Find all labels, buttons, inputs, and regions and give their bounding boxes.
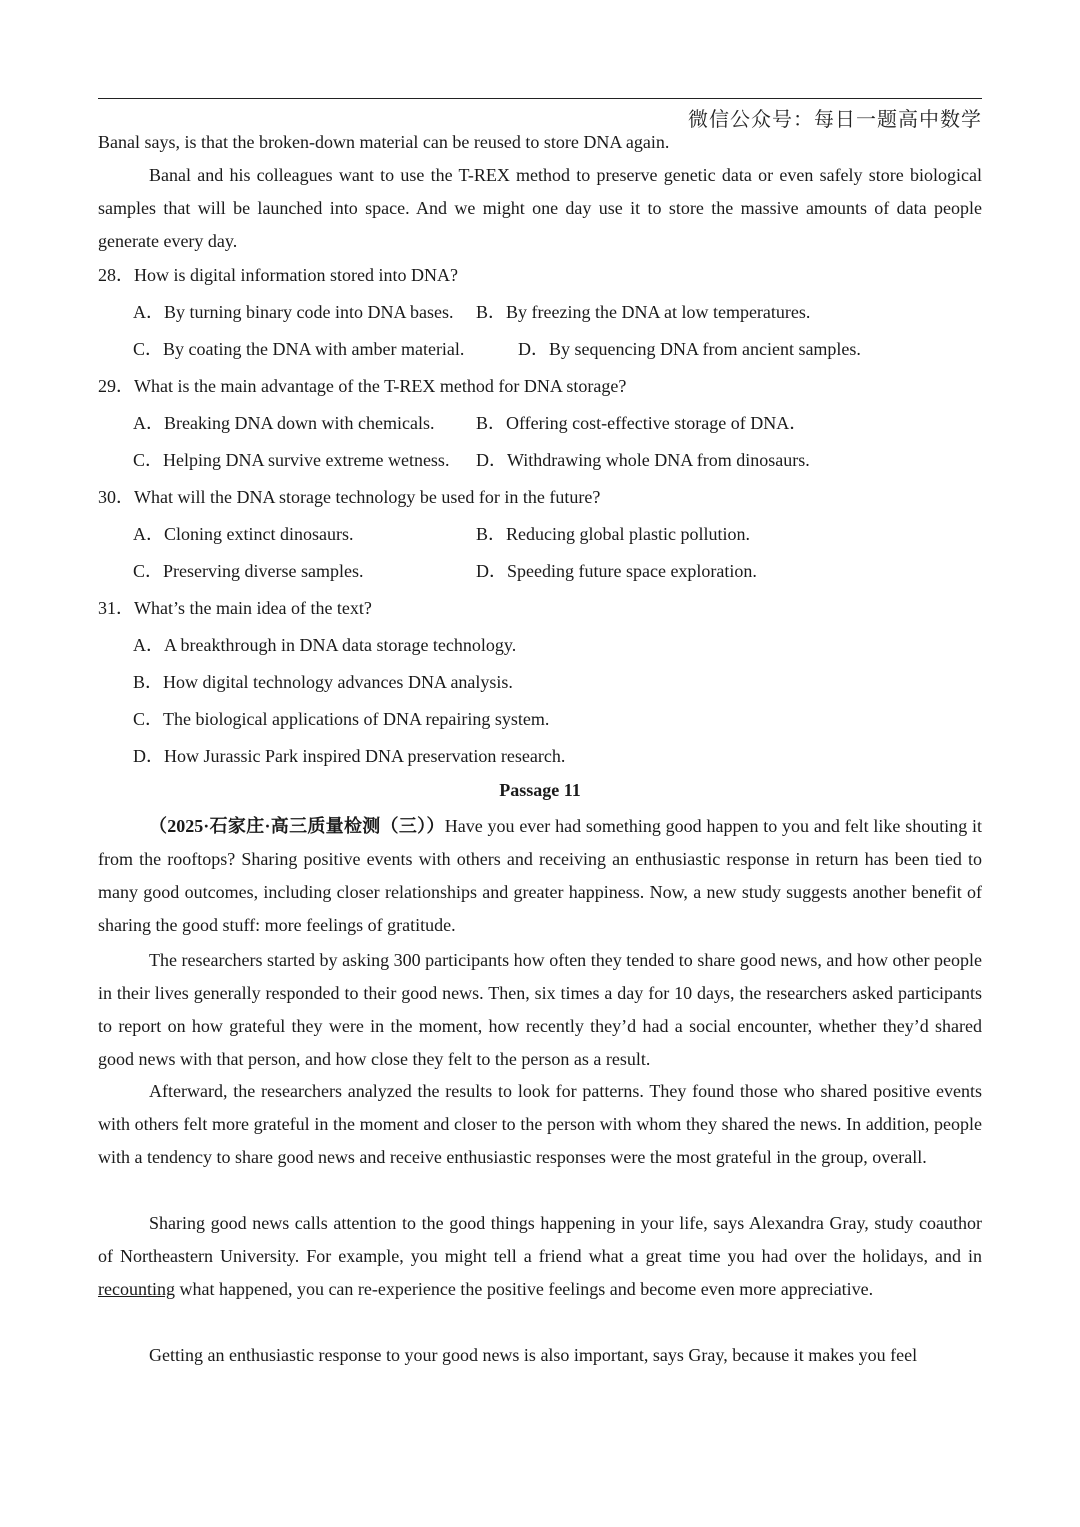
question-30-stem: 30．What will the DNA storage technology be used for in the future? <box>98 487 601 507</box>
question-29-stem: 29．What is the main advantage of the T-REX method for DNA storage? <box>98 376 627 396</box>
passage-title: Passage 11 <box>499 780 581 800</box>
q28-option-c[interactable]: C．By coating the DNA with amber material. <box>133 339 465 359</box>
q30-option-b[interactable]: B．Reducing global plastic pollution. <box>476 524 750 544</box>
question-28-stem: 28．How is digital information stored into DNA? <box>98 265 458 285</box>
header-rule <box>98 98 982 99</box>
q28-option-a[interactable]: A．By turning binary code into DNA bases. <box>133 302 454 322</box>
q28-option-b[interactable]: B．By freezing the DNA at low temperatures. <box>476 302 811 322</box>
q31-option-d[interactable]: D．How Jurassic Park inspired DNA preservation research. <box>133 746 566 766</box>
passage-source: （2025·石家庄·高三质量检测（三）） <box>149 816 445 836</box>
passage-p4-part-a: Sharing good news calls attention to the good things happening in your life, says Alexandra Gray, study coauthor of Northeastern University. For example, you might tell a friend what a great time you had over the holidays, and in <box>98 1213 982 1266</box>
q29-option-a[interactable]: A．Breaking DNA down with chemicals. <box>133 413 435 433</box>
q29-option-c[interactable]: C．Helping DNA survive extreme wetness. <box>133 450 450 470</box>
q31-option-b[interactable]: B．How digital technology advances DNA analysis. <box>133 672 513 692</box>
passage-paragraph-1 <box>98 810 982 942</box>
passage-p1-text: Have you ever had something good happen to you and felt like shouting it from the rooftops? Sharing positive events with others and receiving an enthusiastic response in return has been tied to many good outcomes, including closer relationships and greater happiness. Now, a new study suggests another benefit of sharing the good stuff: more feelings of gratitude. <box>98 816 982 935</box>
passage-p4-part-b: what happened, you can re-experience the positive feelings and become even more appreciative. <box>174 1279 874 1299</box>
passage-paragraph-4 <box>98 1207 982 1306</box>
q31-option-c[interactable]: C．The biological applications of DNA repairing system. <box>133 709 550 729</box>
header-wechat-text: 微信公众号：每日一题高中数学 <box>688 107 982 131</box>
q31-option-a[interactable]: A．A breakthrough in DNA data storage technology. <box>133 635 517 655</box>
intro-paragraph-tail: Banal says, is that the broken-down material can be reused to store DNA again. <box>98 132 670 152</box>
q30-option-a[interactable]: A．Cloning extinct dinosaurs. <box>133 524 354 544</box>
q29-option-d[interactable]: D．Withdrawing whole DNA from dinosaurs. <box>476 450 810 470</box>
passage-paragraph-5: Getting an enthusiastic response to your good news is also important, says Gray, because it makes you feel <box>149 1345 918 1365</box>
passage-paragraph-2: The researchers started by asking 300 participants how often they tended to share good news, and how other people in their lives generally responded to their good news. Then, six times a day for 10 days, the researchers asked participants to report on how grateful they were in the moment, how recently they’d had a social encounter, whether they’d shared good news with that person, and how close they felt to the person as a result. <box>98 950 982 1069</box>
intro-paragraph-2: Banal and his colleagues want to use the T-REX method to preserve genetic data or even safely store biological samples that will be launched into space. And we might one day use it to store the massive amounts of data people generate every day. <box>98 165 982 251</box>
q30-option-c[interactable]: C．Preserving diverse samples. <box>133 561 364 581</box>
q29-option-b[interactable]: B．Offering cost-effective storage of DNA． <box>476 413 808 433</box>
passage-paragraph-3: Afterward, the researchers analyzed the results to look for patterns. They found those who shared positive events with others felt more grateful in the moment and closer to the person with whom they shared the news. In addition, people with a tendency to share good news and receive enthusiastic responses were the most grateful in the group, overall. <box>98 1081 982 1167</box>
q30-option-d[interactable]: D．Speeding future space exploration. <box>476 561 757 581</box>
underlined-word-recounting: recounting <box>98 1279 175 1299</box>
question-31-stem: 31．What’s the main idea of the text? <box>98 598 372 618</box>
q28-option-d[interactable]: D．By sequencing DNA from ancient samples. <box>518 339 861 359</box>
